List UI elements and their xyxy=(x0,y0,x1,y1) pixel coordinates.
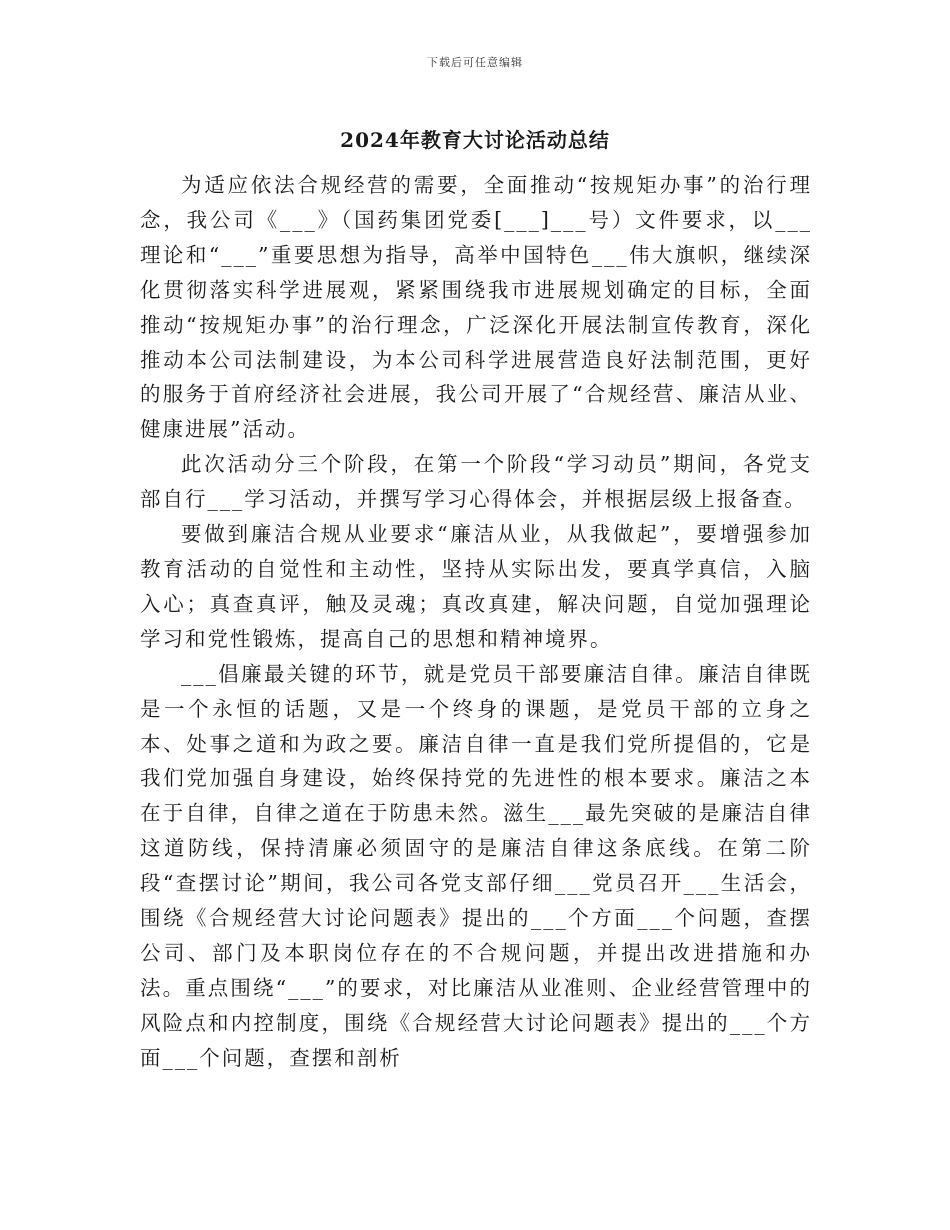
paragraph-self-discipline: ___倡廉最关键的环节，就是党员干部要廉洁自律。廉洁自律既是一个永恒的话题，又是一个终身的课题，是党员干部的立身之本、处事之道和为政之要。廉洁自律一直是我们党所提倡的，它是我们党加强自身建设，始终保持党的先进性的根本要求。廉洁之本在于自律，自律之道在于防患未然。滋生___最先突破的是廉洁自律这道防线，保持清廉必须固守的是廉洁自律这条底线。在第二阶段“查摆讨论”期间，我公司各党支部仔细___党员召开___生活会，围绕《合规经营大讨论问题表》提出的___个方面___个问题，查摆公司、部门及本职岗位存在的不合规问题，并提出改进措施和办法。重点围绕“___”的要求，对比廉洁从业准则、企业经营管理中的风险点和内控制度，围绕《合规经营大讨论问题表》提出的___个方面___个问题，查摆和剖析 xyxy=(140,661,812,1070)
page-header-note: 下载后可任意编辑 xyxy=(427,56,523,69)
paragraph-intro: 为适应依法合规经营的需要，全面推动“按规矩办事”的治行理念，我公司《___》（国药集团党委[___]___号）文件要求，以___理论和“___”重要思想为指导，高举中国特色___伟大旗帜，继续深化贯彻落实科学进展观，紧紧围绕我市进展规划确定的目标，全面推动“按规矩办事”的治行理念，广泛深化开展法制宣传教育，深化推动本公司法制建设，为本公司科学进展营造良好法制范围，更好的服务于首府经济社会进展，我公司开展了“合规经营、廉洁从业、健康进展”活动。 xyxy=(140,173,812,442)
paragraph-phase-one: 此次活动分三个阶段，在第一个阶段“学习动员”期间，各党支部自行___学习活动，并撰写学习心得体会，并根据层级上报备查。 xyxy=(140,452,812,512)
document-body xyxy=(140,168,812,1076)
paragraph-requirements: 要做到廉洁合规从业要求“廉洁从业，从我做起”，要增强参加教育活动的自觉性和主动性，坚持从实际出发，要真学真信，入脑入心；真查真评，触及灵魂；真改真建，解决问题，自觉加强理论学习和党性锻炼，提高自己的思想和精神境界。 xyxy=(140,522,812,651)
document-title: 2024年教育大讨论活动总结 xyxy=(340,128,610,152)
